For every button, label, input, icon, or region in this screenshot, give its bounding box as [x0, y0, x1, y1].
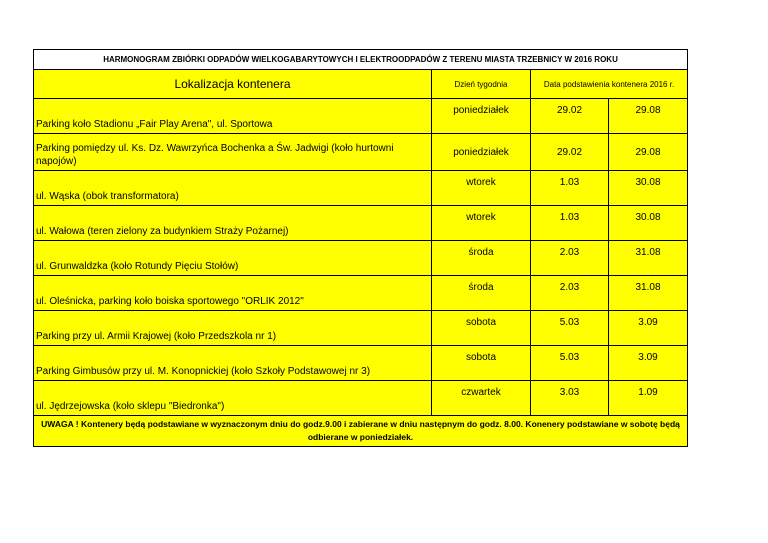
date2-cell: 30.08: [609, 206, 688, 241]
schedule-table: [33, 49, 688, 447]
date2-cell: 31.08: [609, 241, 688, 276]
day-cell: poniedziałek: [432, 134, 531, 171]
schedule-rows: [34, 99, 688, 416]
location-cell: Parking przy ul. Armii Krajowej (koło Przedszkola nr 1): [34, 311, 432, 346]
date1-cell: 29.02: [531, 99, 609, 134]
date1-cell: 2.03: [531, 276, 609, 311]
header-location: Lokalizacja kontenera: [34, 70, 432, 99]
table-row: [34, 381, 688, 416]
day-cell: sobota: [432, 346, 531, 381]
title-row: [34, 50, 688, 70]
day-cell: wtorek: [432, 206, 531, 241]
location-cell: ul. Oleśnicka, parking koło boiska sportowego "ORLIK 2012": [34, 276, 432, 311]
table-row: [34, 171, 688, 206]
table-row: [34, 134, 688, 171]
location-cell: ul. Jędrzejowska (koło sklepu "Biedronka"): [34, 381, 432, 416]
date1-cell: 2.03: [531, 241, 609, 276]
date2-cell: 3.09: [609, 311, 688, 346]
day-cell: wtorek: [432, 171, 531, 206]
day-cell: środa: [432, 276, 531, 311]
date1-cell: 5.03: [531, 346, 609, 381]
date1-cell: 1.03: [531, 206, 609, 241]
table-title: HARMONOGRAM ZBIÓRKI ODPADÓW WIELKOGABARYTOWYCH I ELEKTROODPADÓW Z TERENU MIASTA TRZEBNICY W 2016 ROKU: [34, 50, 688, 70]
date1-cell: 1.03: [531, 171, 609, 206]
day-cell: poniedziałek: [432, 99, 531, 134]
schedule-sheet: [33, 49, 687, 447]
table-row: [34, 276, 688, 311]
note-row: [34, 416, 688, 447]
date2-cell: 3.09: [609, 346, 688, 381]
table-row: [34, 346, 688, 381]
table-row: [34, 99, 688, 134]
note-text: UWAGA ! Kontenery będą podstawiane w wyznaczonym dniu do godz.9.00 i zabierane w dniu następnym do godz. 8.00. Konenery podstawiane w sobotę będą odbierane w poniedziałek.: [34, 416, 688, 447]
date2-cell: 30.08: [609, 171, 688, 206]
date2-cell: 29.08: [609, 134, 688, 171]
day-cell: środa: [432, 241, 531, 276]
header-day: Dzień tygodnia: [432, 70, 531, 99]
date2-cell: 1.09: [609, 381, 688, 416]
location-cell: Parking pomiędzy ul. Ks. Dz. Wawrzyńca Bochenka a Św. Jadwigi (koło hurtowni napojów): [34, 134, 432, 171]
date2-cell: 29.08: [609, 99, 688, 134]
day-cell: sobota: [432, 311, 531, 346]
date1-cell: 3.03: [531, 381, 609, 416]
date1-cell: 29.02: [531, 134, 609, 171]
location-cell: ul. Wałowa (teren zielony za budynkiem Straży Pożarnej): [34, 206, 432, 241]
table-row: [34, 241, 688, 276]
location-cell: Parking koło Stadionu „Fair Play Arena", ul. Sportowa: [34, 99, 432, 134]
day-cell: czwartek: [432, 381, 531, 416]
header-row: [34, 70, 688, 99]
date1-cell: 5.03: [531, 311, 609, 346]
location-cell: ul. Wąska (obok transformatora): [34, 171, 432, 206]
table-row: [34, 206, 688, 241]
table-row: [34, 311, 688, 346]
location-cell: Parking Gimbusów przy ul. M. Konopnickiej (koło Szkoły Podstawowej nr 3): [34, 346, 432, 381]
header-dates: Data podstawienia kontenera 2016 r.: [531, 70, 688, 99]
location-cell: ul. Grunwaldzka (koło Rotundy Pięciu Stołów): [34, 241, 432, 276]
date2-cell: 31.08: [609, 276, 688, 311]
